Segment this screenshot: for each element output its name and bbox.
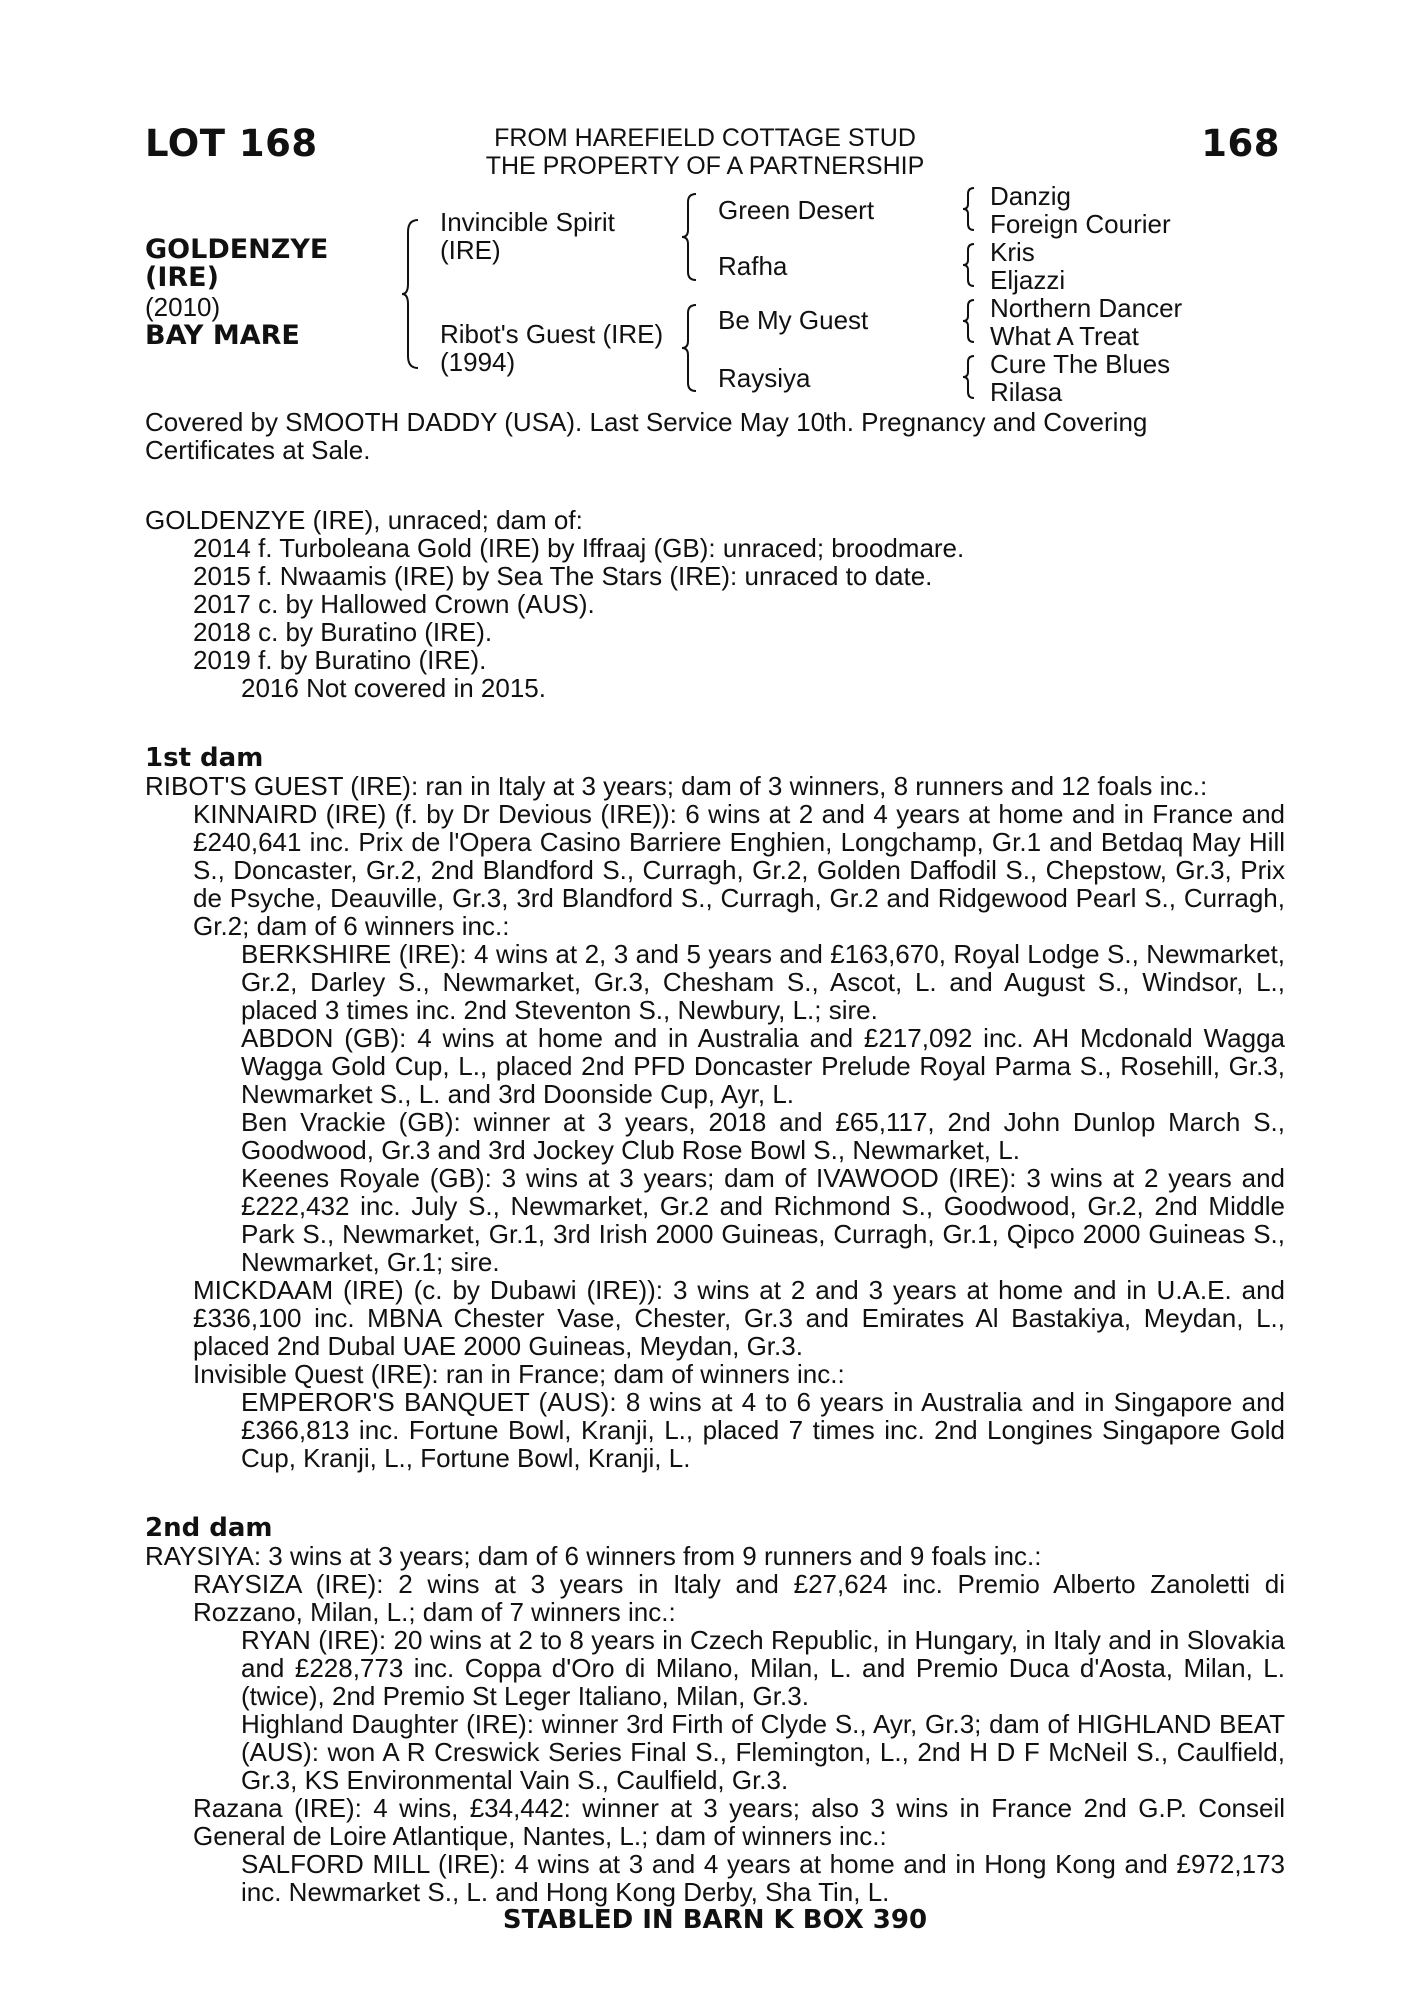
produce-intro: GOLDENZYE (IRE), unraced; dam of: <box>145 505 583 535</box>
sire-country: (IRE) <box>440 235 501 265</box>
dam-sire: Be My Guest <box>718 305 869 335</box>
horse-name-line2: (IRE) <box>145 262 219 293</box>
stabled-notice: STABLED IN BARN K BOX 390 <box>502 1905 928 1935</box>
progeny-razana: Razana (IRE): 4 wins, £34,442: winner at 3 years; also 3 wins in France 2nd G.P. Conseil General de Loire Atlantique, Nantes, L.; dam of winners inc.: <box>193 1793 1285 1851</box>
pedigree-brace-main <box>400 218 430 370</box>
sire-sire: Green Desert <box>718 195 875 225</box>
horse-year: (2010) <box>145 292 221 322</box>
progeny-salford-mill: SALFORD MILL (IRE): 4 wins at 3 and 4 years at home and in Hong Kong and £972,173 inc. Newmarket S., L. and Hong Kong Derby, Sha Tin, L. <box>241 1849 1285 1907</box>
progeny-abdon: ABDON (GB): 4 wins at home and in Australia and £217,092 inc. AH Mcdonald Wagga Wagga Gold Cup, L., placed 2nd PFD Doncaster Prelude Royal Parma S., Rosehill, Gr.3, Newmarket S., L. and 3rd Doonside Cup, Ayr, L. <box>241 1023 1285 1109</box>
progeny-berkshire: BERKSHIRE (IRE): 4 wins at 2, 3 and 5 years and £163,670, Royal Lodge S., Newmarket, Gr.2, Darley S., Newmarket, Gr.3, Chesham S., Ascot, L. and August S., Windsor, L., placed 3 times inc. 2nd Steventon S., Newbury, L.; sire. <box>241 939 1285 1025</box>
dam-sire-sire: Northern Dancer <box>990 293 1183 323</box>
property-line: THE PROPERTY OF A PARTNERSHIP <box>485 152 925 180</box>
progeny-mickdaam: MICKDAAM (IRE) (c. by Dubawi (IRE)): 3 wins at 2 and 3 years at home and in U.A.E. and £336,100 inc. MBNA Chester Vase, Chester, Gr.3 and Emirates Al Bastakiya, Meydan, L., placed 2nd Dubal UAE 2000 Guineas, Meydan, Gr.3. <box>193 1275 1285 1361</box>
produce-item: 2018 c. by Buratino (IRE). <box>193 617 493 647</box>
sire-dam-sire: Kris <box>990 237 1035 267</box>
pedigree-brace-sd <box>960 242 980 288</box>
progeny-raysiza: RAYSIZA (IRE): 2 wins at 3 years in Italy and £27,624 inc. Premio Alberto Zanoletti di Rozzano, Milan, L.; dam of 7 winners inc.: <box>193 1569 1285 1627</box>
progeny-keenes-royale: Keenes Royale (GB): 3 wins at 3 years; dam of IVAWOOD (IRE): 3 wins at 2 years and £222,432 inc. July S., Newmarket, Gr.2 and Richmond S., Goodwood, Gr.2, 2nd Middle Park S., Newmarket, Gr.1, 3rd Irish 2000 Guineas, Curragh, Gr.1, Qipco 2000 Guineas S., Newmarket, Gr.1; sire. <box>241 1163 1285 1277</box>
horse-name-line1: GOLDENZYE <box>145 234 329 265</box>
sire-dam-dam: Eljazzi <box>990 265 1066 295</box>
sire-sire-dam: Foreign Courier <box>990 209 1171 239</box>
pedigree-brace-dd <box>960 354 980 400</box>
consignor-block <box>380 124 1030 180</box>
progeny-ryan: RYAN (IRE): 20 wins at 2 to 8 years in Czech Republic, in Hungary, in Italy and in Slovakia and £228,773 inc. Coppa d'Oro di Milano, Milan, L. and Premio Duca d'Aosta, Milan, L. (twice), 2nd Premio St Leger Italiano, Milan, Gr.3. <box>241 1625 1285 1711</box>
covered-line2: Certificates at Sale. <box>145 435 371 465</box>
first-dam-heading: 1st dam <box>145 743 264 773</box>
progeny-ben-vrackie: Ben Vrackie (GB): winner at 3 years, 2018 and £65,117, 2nd John Dunlop March S., Goodwood, Gr.3 and 3rd Jockey Club Rose Bowl S., Newmarket, L. <box>241 1107 1285 1165</box>
second-dam-intro: RAYSIYA: 3 wins at 3 years; dam of 6 winners from 9 runners and 9 foals inc.: <box>145 1541 1042 1571</box>
lot-number: 168 <box>1201 122 1280 165</box>
dam-name: Ribot's Guest (IRE) <box>440 319 664 349</box>
produce-item: 2015 f. Nwaamis (IRE) by Sea The Stars (IRE): unraced to date. <box>193 561 933 591</box>
dam-dam-sire: Cure The Blues <box>990 349 1171 379</box>
dam-dam-dam: Rilasa <box>990 377 1063 407</box>
lot-label: LOT 168 <box>145 122 318 165</box>
dam-year: (1994) <box>440 347 516 377</box>
dam-sire-dam: What A Treat <box>990 321 1139 351</box>
catalogue-body <box>145 408 1285 1934</box>
progeny-kinnaird: KINNAIRD (IRE) (f. by Dr Devious (IRE)): 6 wins at 2 and 4 years at home and in France and £240,641 inc. Prix de l'Opera Casino Barriere Enghien, Longchamp, Gr.1 and Betdaq May Hill S., Doncaster, Gr.2, 2nd Blandford S., Curragh, Gr.2, Golden Daffodil S., Chepstow, Gr.3, Prix de Psyche, Deauville, Gr.3, 3rd Blandford S., Curragh, Gr.2 and Ridgewood Pearl S., Curragh, Gr.2; dam of 6 winners inc.: <box>193 799 1285 941</box>
progeny-highland-daughter: Highland Daughter (IRE): winner 3rd Firth of Clyde S., Ayr, Gr.3; dam of HIGHLAND BEAT (AUS): won A R Creswick Series Final S., Flemington, L., 2nd H D F McNeil S., Caulfield, Gr.3, KS Environmental Vain S., Caulfield, Gr.3. <box>241 1709 1285 1795</box>
sire-name: Invincible Spirit <box>440 207 615 237</box>
pedigree-brace-sire <box>680 192 702 282</box>
sire-dam: Rafha <box>718 251 788 281</box>
produce-item: 2019 f. by Buratino (IRE). <box>193 645 487 675</box>
dam-dam: Raysiya <box>718 363 811 393</box>
horse-description: BAY MARE <box>145 320 300 351</box>
produce-note: 2016 Not covered in 2015. <box>241 673 546 703</box>
progeny-invisible-quest: Invisible Quest (IRE): ran in France; dam of winners inc.: <box>193 1359 845 1389</box>
pedigree-brace-ds <box>960 298 980 344</box>
second-dam-heading: 2nd dam <box>145 1513 273 1543</box>
sire-sire-sire: Danzig <box>990 181 1071 211</box>
pedigree-brace-dam <box>680 303 702 393</box>
pedigree-brace-ss <box>960 186 980 232</box>
first-dam-intro: RIBOT'S GUEST (IRE): ran in Italy at 3 years; dam of 3 winners, 8 runners and 12 foals inc.: <box>145 771 1208 801</box>
progeny-emperors-banquet: EMPEROR'S BANQUET (AUS): 8 wins at 4 to 6 years in Australia and in Singapore and £366,813 inc. Fortune Bowl, Kranji, L., placed 7 times inc. 2nd Longines Singapore Gold Cup, Kranji, L., Fortune Bowl, Kranji, L. <box>241 1387 1285 1473</box>
consignor-line: FROM HAREFIELD COTTAGE STUD <box>494 124 916 152</box>
produce-item: 2014 f. Turboleana Gold (IRE) by Iffraaj (GB): unraced; broodmare. <box>193 533 965 563</box>
produce-item: 2017 c. by Hallowed Crown (AUS). <box>193 589 595 619</box>
covered-line1: Covered by SMOOTH DADDY (USA). Last Service May 10th. Pregnancy and Covering <box>145 407 1148 437</box>
